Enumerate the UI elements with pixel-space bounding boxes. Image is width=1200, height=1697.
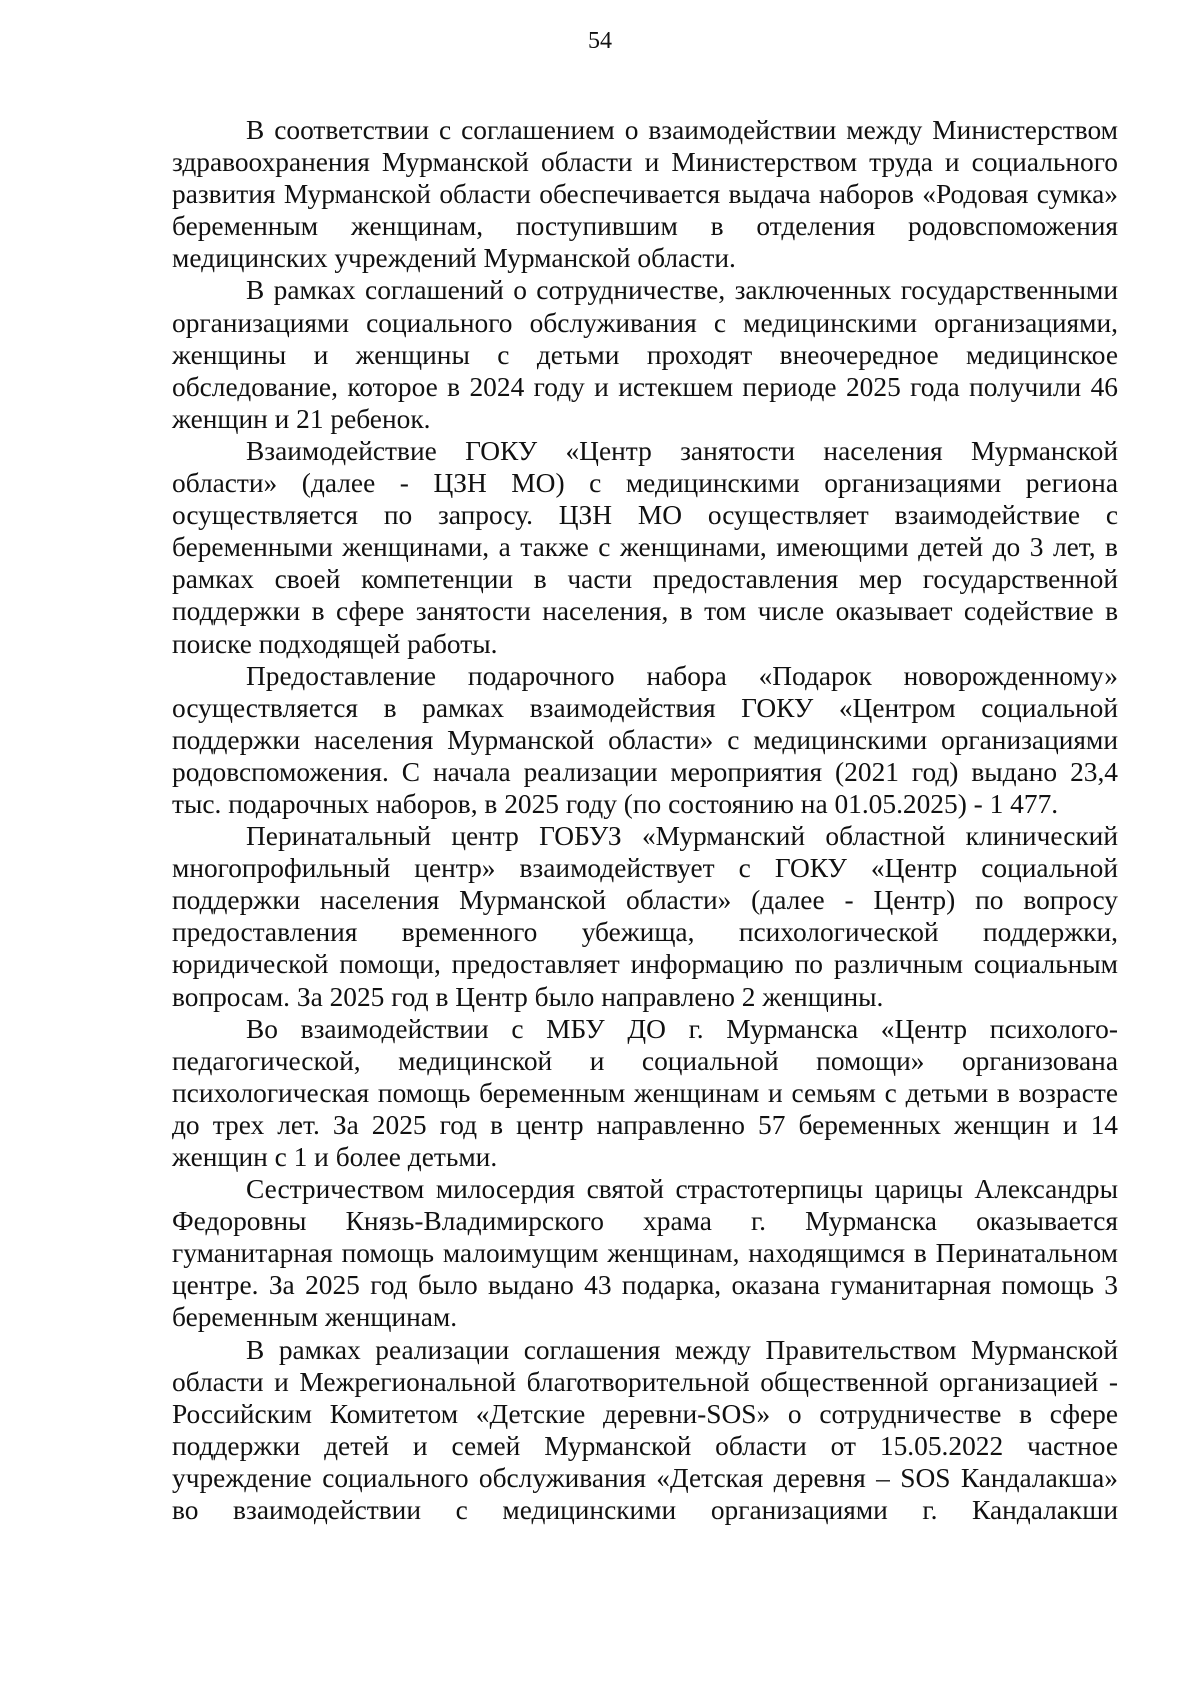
document-body — [172, 114, 1118, 1526]
paragraph-perinatal-center: Перинатальный центр ГОБУЗ «Мурманский областной клинический многопрофильный центр» взаимодействует с ГОКУ «Центр социальной поддержки населения Мурманской области» (далее - Центр) по вопросу предоставления временного убежища, психологической поддержки, юридической помощи, предоставляет информацию по различным социальным вопросам. За 2025 год в Центр было направлено 2 женщины. — [172, 821, 1118, 1012]
paragraph-employment-center: Взаимодействие ГОКУ «Центр занятости населения Мурманской области» (далее - ЦЗН МО) с медицинскими организациями региона осуществляется по запросу. ЦЗН МО осуществляет взаимодействие с беременными женщинами, а также с женщинами, имеющими детей до 3 лет, в рамках своей компетенции в части предоставления мер государственной поддержки в сфере занятости населения, в том числе оказывает содействие в поиске подходящей работы. — [172, 435, 1118, 659]
paragraph-psychological-help: Во взаимодействии с МБУ ДО г. Мурманска «Центр психолого-педагогической, медицинской и социальной помощи» организована психологическая помощь беременным женщинам и семьям с детьми в возрасте до трех лет. За 2025 год в центр направленно 57 беременных женщин и 14 женщин с 1 и более детьми. — [172, 1013, 1118, 1172]
paragraph-rodovaya-sumka: В соответствии с соглашением о взаимодействии между Министерством здравоохранения Мурманской области и Министерством труда и социального развития Мурманской области обеспечивается выдача наборов «Родовая сумка» беременным женщинам, поступившим в отделения родовспоможения медицинских учреждений Мурманской области. — [172, 115, 1118, 274]
paragraph-sos-villages: В рамках реализации соглашения между Правительством Мурманской области и Межрегиональной благотворительной общественной организацией - Российским Комитетом «Детские деревни-SOS» о сотрудничестве в сфере поддержки детей и семей Мурманской области от 15.05.2022 частное учреждение социального обслуживания «Детская деревня – SOS Кандалакша» во взаимодействии с медицинскими организациями г. Кандалакши — [172, 1334, 1118, 1526]
page-number: 54 — [588, 28, 612, 54]
paragraph-newborn-gift: Предоставление подарочного набора «Подарок новорожденному» осуществляется в рамках взаимодействия ГОКУ «Центром социальной поддержки населения Мурманской области» с медицинскими организациями родовспоможения. С начала реализации мероприятия (2021 год) выдано 23,4 тыс. подарочных наборов, в 2025 году (по состоянию на 01.05.2025) - 1 477. — [172, 660, 1118, 819]
paragraph-medical-examination: В рамках соглашений о сотрудничестве, заключенных государственными организациями социального обслуживания с медицинскими организациями, женщины и женщины с детьми проходят внеочередное медицинское обследование, которое в 2024 году и истекшем периоде 2025 года получили 46 женщин и 21 ребенок. — [172, 275, 1118, 434]
paragraph-sisterhood-of-mercy: Сестричеством милосердия святой страстотерпицы царицы Александры Федоровны Князь-Владимирского храма г. Мурманска оказывается гуманитарная помощь малоимущим женщинам, находящимся в Перинатальном центре. За 2025 год было выдано 43 подарка, оказана гуманитарная помощь 3 беременным женщинам. — [172, 1174, 1118, 1333]
